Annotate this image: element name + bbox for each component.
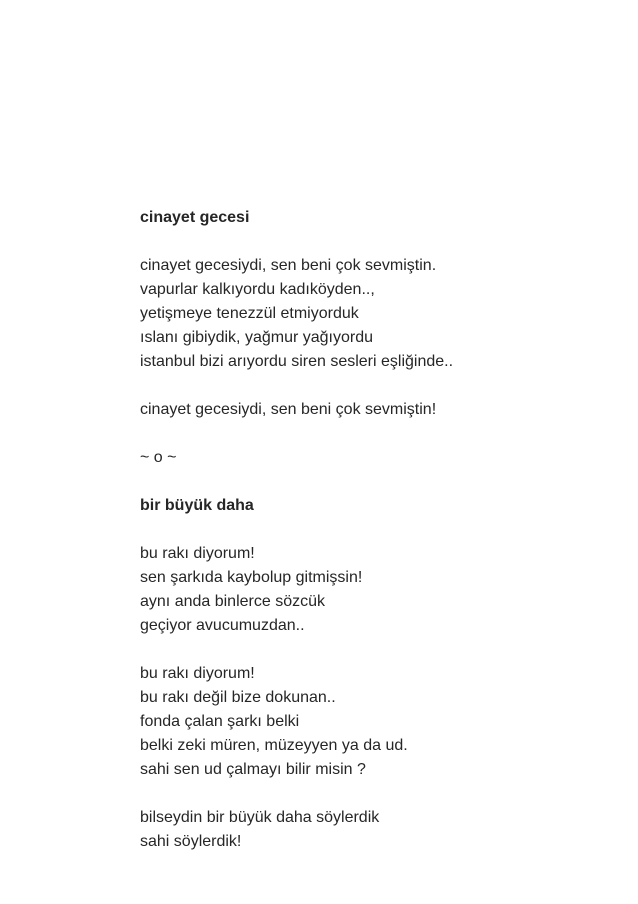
poem-line: geçiyor avucumuzdan..: [140, 617, 305, 634]
poem-line: ıslanı gibiydik, yağmur yağıyordu: [140, 329, 373, 346]
separator: ~ o ~: [140, 449, 177, 466]
poem-line: bu rakı değil bize dokunan..: [140, 689, 336, 706]
poem-line: fonda çalan şarkı belki: [140, 713, 300, 730]
poem-line: bilseydin bir büyük daha söylerdik: [140, 809, 380, 826]
document-page: [140, 206, 600, 854]
stanza-gap: [140, 230, 600, 254]
poem-line: cinayet gecesiydi, sen beni çok sevmiştin.: [140, 257, 437, 274]
stanza-gap: [140, 638, 600, 662]
poem-line: bu rakı diyorum!: [140, 665, 255, 682]
poem-title: bir büyük daha: [140, 497, 254, 514]
stanza-gap: [140, 518, 600, 542]
poem-line: cinayet gecesiydi, sen beni çok sevmiştin!: [140, 401, 437, 418]
poem-line: sen şarkıda kaybolup gitmişsin!: [140, 569, 363, 586]
poem-line: aynı anda binlerce sözcük: [140, 593, 325, 610]
poem-line: vapurlar kalkıyordu kadıköyden..,: [140, 281, 375, 298]
poem-title: cinayet gecesi: [140, 209, 250, 226]
stanza-gap: [140, 782, 600, 806]
poem-line: sahi sen ud çalmayı bilir misin ?: [140, 761, 366, 778]
stanza-gap: [140, 374, 600, 398]
poem-line: yetişmeye tenezzül etmiyorduk: [140, 305, 359, 322]
poem-line: sahi söylerdik!: [140, 833, 242, 850]
stanza-gap: [140, 470, 600, 494]
poem-line: bu rakı diyorum!: [140, 545, 255, 562]
poem-line: belki zeki müren, müzeyyen ya da ud.: [140, 737, 408, 754]
poem-line: istanbul bizi arıyordu siren sesleri eşliğinde..: [140, 353, 454, 370]
stanza-gap: [140, 422, 600, 446]
